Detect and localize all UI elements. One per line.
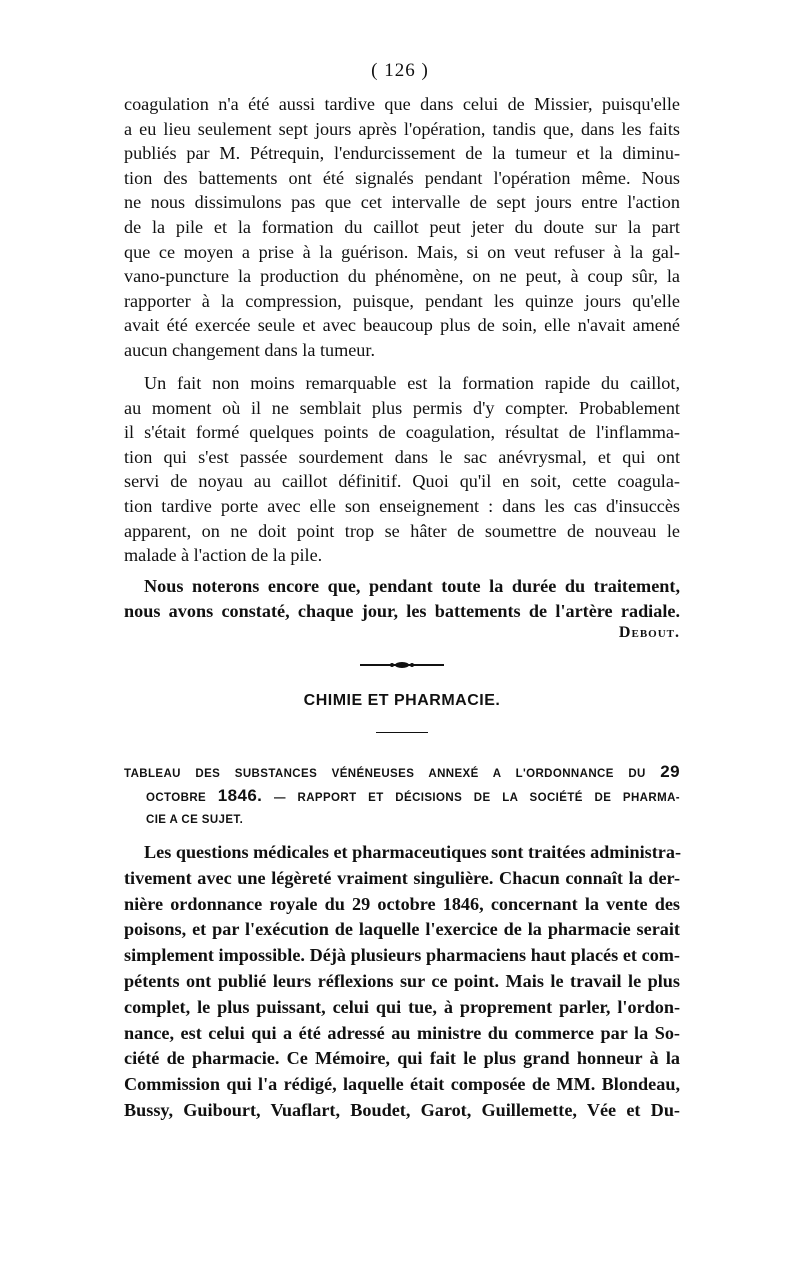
text-line: Nous noterons encore que, pendant toute la durée du traitement, <box>144 576 680 596</box>
text-line: tion qui s'est passée sourdement dans le sac anévrysmal, et qui ont <box>124 446 680 467</box>
text-line: publiés par M. Pétrequin, l'endurcissement de la tumeur et la diminu- <box>124 143 680 164</box>
paragraph-3 <box>124 574 680 623</box>
heading-line: CIE A CE SUJET. <box>146 814 244 826</box>
text-line: que ce moyen a prise à la guérison. Mais, si on veut refuser à la gal- <box>124 241 680 262</box>
heading-line: OCTOBRE 1846. — RAPPORT ET DÉCISIONS DE LA SOCIÉTÉ DE PHARMA- <box>146 786 681 805</box>
text-line: vano-puncture la production du phénomène, on ne peut, à coup sûr, la <box>124 266 680 287</box>
text-line: pétents ont publié leurs réflexions sur ce point. Mais le travail le plus <box>124 970 680 991</box>
text-line: malade à l'action de la pile. <box>124 545 323 566</box>
text-line: tivement avec une légèreté vraiment singulière. Chacun connaît la der- <box>124 867 680 888</box>
text-line: nance, est celui qui a été adressé au ministre du commerce par la So- <box>124 1022 680 1043</box>
text-line: tion des battements ont été signalés pendant l'opération même. Nous <box>124 167 680 188</box>
paragraph-1 <box>124 92 680 363</box>
text-line: apparent, on ne doit point trop se hâter de soumettre de nouveau le <box>124 520 680 541</box>
text-line: Commission qui l'a rédigé, laquelle était composée de MM. Blondeau, <box>124 1074 680 1095</box>
article-body <box>124 840 680 1124</box>
text-line: coagulation n'a été aussi tardive que dans celui de Missier, puisqu'elle <box>124 94 680 114</box>
text-line: au moment où il ne semblait plus permis d'y compter. Probablement <box>124 397 680 418</box>
text-line: avait été exercée seule et avec beaucoup plus de soin, elle n'avait amené <box>124 315 680 336</box>
text-line: ne nous dissimulons pas que cet intervalle de sept jours entre l'action <box>124 192 680 213</box>
author-signature: Debout. <box>618 624 680 641</box>
text-line: Les questions médicales et pharmaceutiques sont traitées administra- <box>144 842 682 862</box>
text-line: de la pile et la formation du caillot peut jeter du doute sur la part <box>124 216 680 237</box>
text-line: servi de noyau au caillot définitif. Quoi qu'il en soit, cette coagula- <box>124 471 680 492</box>
page-number: ( 126 ) <box>371 60 429 81</box>
article-heading <box>124 760 680 832</box>
title-rule <box>376 732 428 733</box>
paragraph-2 <box>124 371 680 568</box>
text-line: poisons, et par l'exécution de laquelle l'exercice de la pharmacie serait <box>124 919 680 940</box>
text-line: nous avons constaté, chaque jour, les battements de l'artère radiale. <box>124 600 680 621</box>
text-line: il s'était formé quelques points de coagulation, résultat de l'inflamma- <box>124 422 680 443</box>
text-line: tion tardive porte avec elle son enseignement : dans les cas d'insuccès <box>124 495 680 516</box>
heading-line: TABLEAU DES SUBSTANCES VÉNÉNEUSES ANNEXÉ A L'ORDONNANCE DU 29 <box>124 762 680 781</box>
text-line: a eu lieu seulement sept jours après l'opération, tandis que, dans les faits <box>124 118 680 139</box>
text-line: ciété de pharmacie. Ce Mémoire, qui fait le plus grand honneur à la <box>124 1048 680 1069</box>
text-line: Un fait non moins remarquable est la formation rapide du caillot, <box>144 373 680 393</box>
text-line: rapporter à la compression, puisque, pendant les quinze jours qu'elle <box>124 290 680 311</box>
text-line: simplement impossible. Déjà plusieurs pharmaciens haut placés et com- <box>124 945 680 966</box>
text-line: complet, le plus puissant, celui qui tue, à proprement parler, l'ordon- <box>124 996 680 1017</box>
section-title: CHIMIE ET PHARMACIE. <box>303 692 501 709</box>
text-line: Bussy, Guibourt, Vuaflart, Boudet, Garot, Guillemette, Vée et Du- <box>124 1099 680 1120</box>
ornament-divider <box>360 662 444 668</box>
text-line: nière ordonnance royale du 29 octobre 1846, concernant la vente des <box>124 893 680 914</box>
text-line: aucun changement dans la tumeur. <box>124 339 376 360</box>
